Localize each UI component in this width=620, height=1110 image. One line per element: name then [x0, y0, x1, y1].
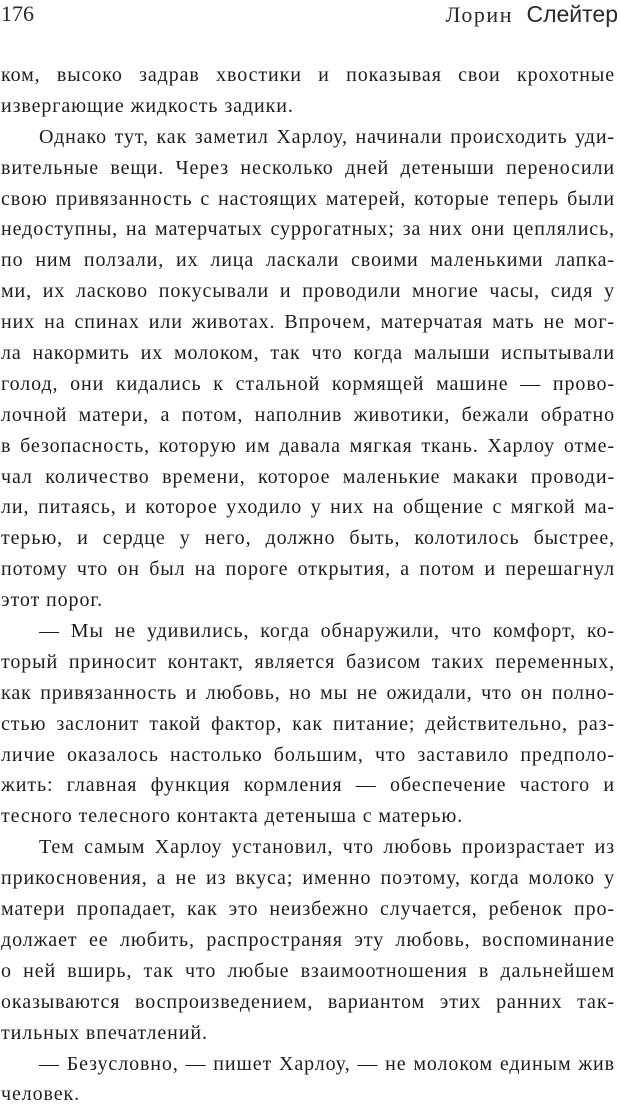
text-line: свою привязанность с настоящих матерей, которые теперь были	[1, 184, 615, 215]
text-line: чал количество времени, которое маленькие макаки проводи-	[1, 462, 615, 493]
text-line: Тем самым Харлоу установил, что любовь произрастает из	[1, 832, 615, 863]
text-line: вительные вещи. Через несколько дней детеныши переносили	[1, 153, 615, 184]
paragraph-1	[1, 60, 615, 122]
text-line: о ней вширь, так что любые взаимоотношения в дальнейшем	[1, 956, 615, 987]
paragraph-4	[1, 832, 615, 1048]
text-line: матери пропадает, как это неизбежно случается, ребенок про-	[1, 894, 615, 925]
body-text	[1, 60, 615, 1110]
text-line: стью заслонит такой фактор, как питание; действительно, раз-	[1, 709, 615, 740]
text-line: личие оказалось настолько большим, что заставило предполо-	[1, 740, 615, 771]
text-line: — Мы не удивились, когда обнаружили, что комфорт, ко-	[1, 616, 615, 647]
paragraph-3	[1, 616, 615, 832]
running-head	[446, 1, 618, 28]
text-line: извергающие жидкость задики.	[1, 91, 615, 122]
text-line: торый приносит контакт, является базисом таких переменных,	[1, 647, 615, 678]
text-line: жить: главная функция кормления — обеспечение частого и	[1, 770, 615, 801]
text-line: терью, и сердце у него, должно быть, колотилось быстрее,	[1, 523, 615, 554]
text-line: человек.	[1, 1079, 615, 1110]
text-line: голод, они кидались к стальной кормящей машине — прово-	[1, 369, 615, 400]
text-line: ми, их ласково покусывали и проводили многие часы, сидя у	[1, 276, 615, 307]
text-line: прикосновения, а не из вкуса; именно поэтому, когда молоко у	[1, 863, 615, 894]
author-last-name: Слейтер	[526, 1, 618, 27]
paragraph-2	[1, 122, 615, 616]
text-line: этот порог.	[1, 585, 615, 616]
page-header	[0, 0, 620, 34]
text-line: оказываются воспроизведением, вариантом этих ранних так-	[1, 987, 615, 1018]
text-line: должает ее любить, распространяя эту любовь, воспоминание	[1, 925, 615, 956]
text-line: них на спинах или животах. Впрочем, матерчатая мать не мог-	[1, 307, 615, 338]
author-first-name: Лорин	[446, 2, 513, 27]
text-line: недоступны, на матерчатых суррогатных; за них они цеплялись,	[1, 214, 615, 245]
text-line: ла накормить их молоком, так что когда малыши испытывали	[1, 338, 615, 369]
text-line: ком, высоко задрав хвостики и показывая свои крохотные	[1, 60, 615, 91]
text-line: потому что он был на пороге открытия, а потом и перешагнул	[1, 554, 615, 585]
paragraph-5	[1, 1049, 615, 1110]
text-line: как привязанность и любовь, но мы не ожидали, что он полно-	[1, 678, 615, 709]
text-line: по ним ползали, их лица ласкали своими маленькими лапка-	[1, 245, 615, 276]
page-number: 176	[1, 1, 34, 27]
text-line: лочной матери, а потом, наполнив животики, бежали обратно	[1, 400, 615, 431]
text-line: Однако тут, как заметил Харлоу, начинали происходить уди-	[1, 122, 615, 153]
text-line: в безопасность, которую им давала мягкая ткань. Харлоу отме-	[1, 431, 615, 462]
text-line: — Безусловно, — пишет Харлоу, — не молоком единым жив	[1, 1049, 615, 1080]
text-line: тильных впечатлений.	[1, 1018, 615, 1049]
text-line: ли, питаясь, и которое уходило у них на общение с мягкой ма-	[1, 492, 615, 523]
text-line: тесного телесного контакта детеныша с матерью.	[1, 801, 615, 832]
